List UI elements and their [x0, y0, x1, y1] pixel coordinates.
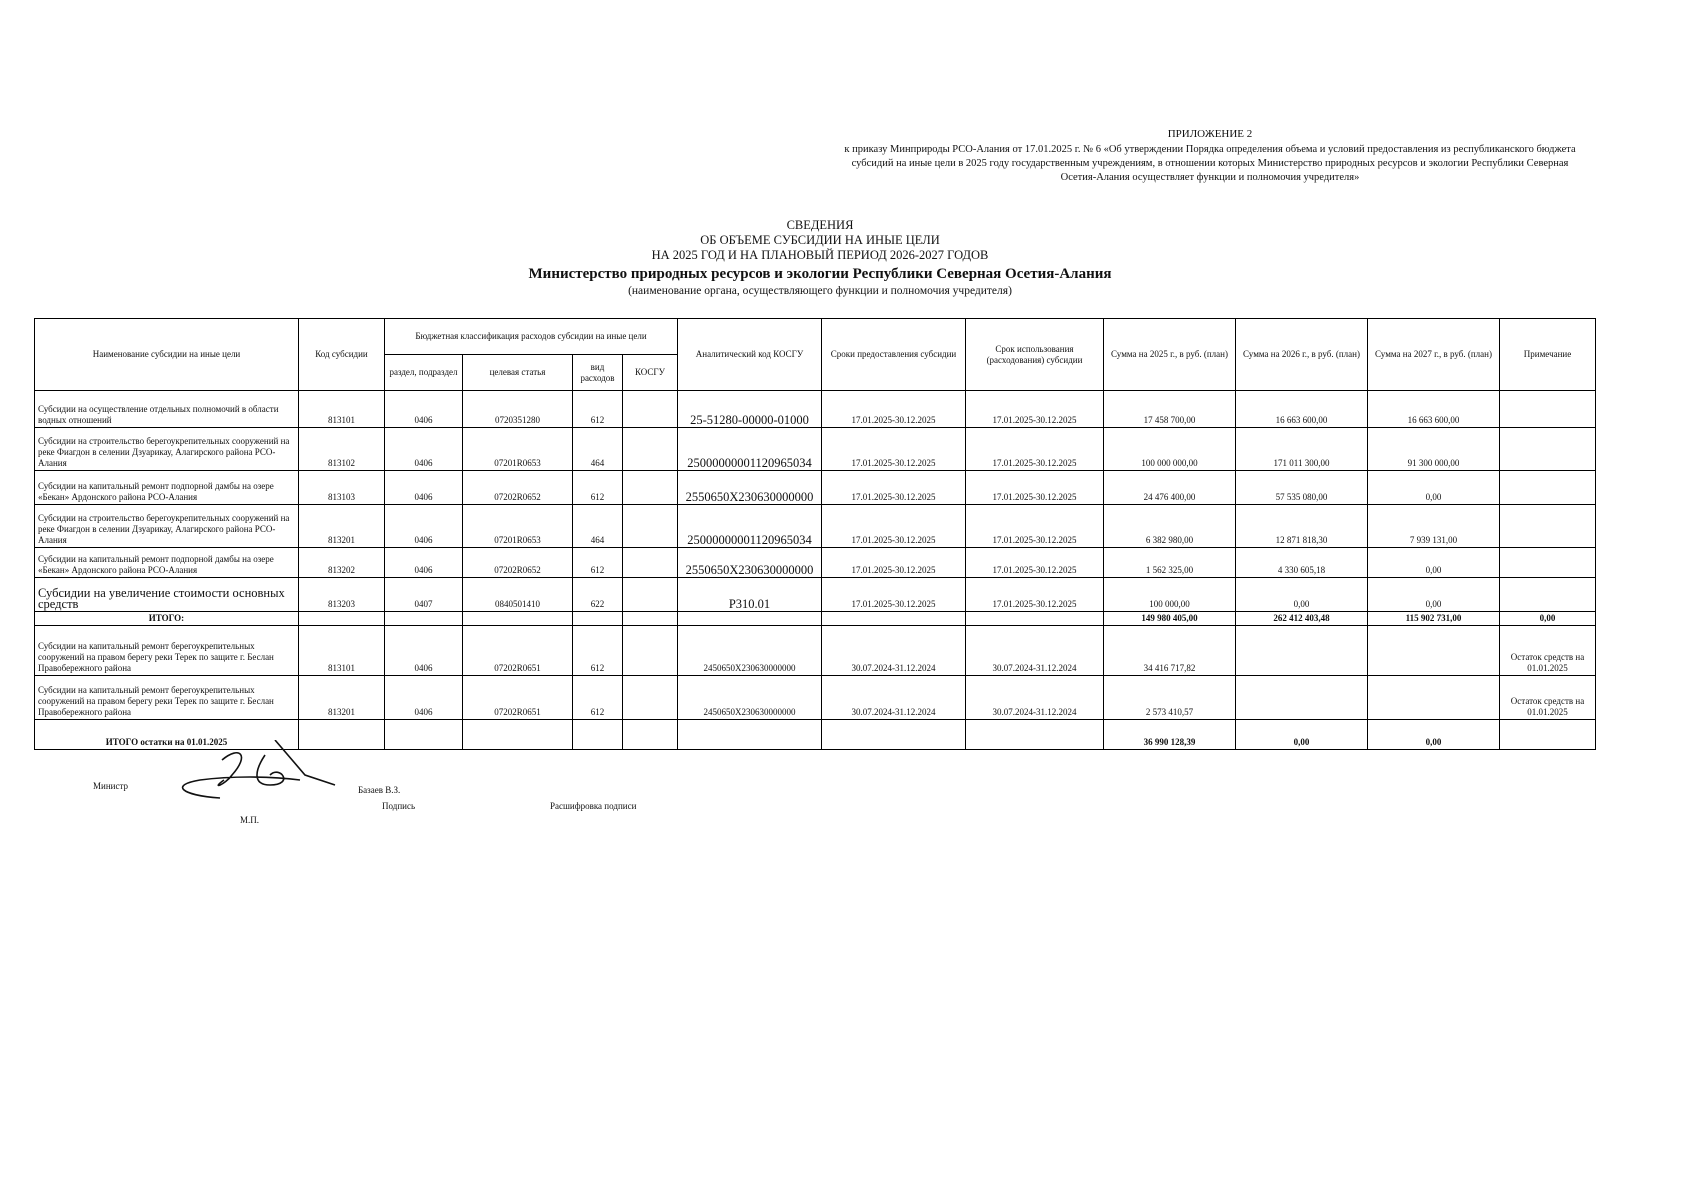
total-sum-2025: 36 990 128,39: [1104, 720, 1236, 750]
cell-analytic: Р310.01: [678, 578, 822, 612]
cell-exp-type: 464: [573, 505, 623, 548]
cell-section: 0406: [385, 391, 463, 428]
cell-note: Остаток средств на 01.01.2025: [1500, 676, 1596, 720]
cell-analytic: 2450650X230630000000: [678, 626, 822, 676]
empty-cell: [822, 612, 966, 626]
header-analytic: Аналитический код КОСГУ: [678, 319, 822, 391]
cell-kosgu: [623, 428, 678, 471]
signer-position: Министр: [93, 781, 128, 791]
cell-sum-2025: 24 476 400,00: [1104, 471, 1236, 505]
cell-section: 0406: [385, 428, 463, 471]
cell-use-period: 17.01.2025-30.12.2025: [966, 471, 1104, 505]
empty-cell: [385, 720, 463, 750]
cell-name: Субсидии на строительство берегоукрепительных сооружений на реке Фиагдон в селении Дзуарикау, Алагирского района РСО-Алания: [35, 505, 299, 548]
cell-sum-2026: 12 871 818,30: [1236, 505, 1368, 548]
header-budget-class: Бюджетная классификация расходов субсидии на иные цели: [385, 319, 678, 355]
header-kosgu: КОСГУ: [623, 355, 678, 391]
header-target: целевая статья: [463, 355, 573, 391]
cell-note: [1500, 391, 1596, 428]
cell-analytic: 2450650X230630000000: [678, 676, 822, 720]
cell-sum-2027: 0,00: [1368, 471, 1500, 505]
cell-use-period: 17.01.2025-30.12.2025: [966, 428, 1104, 471]
header-note: Примечание: [1500, 319, 1596, 391]
table-row: [35, 578, 1596, 612]
empty-cell: [678, 720, 822, 750]
cell-code: 813103: [299, 471, 385, 505]
appendix-title: ПРИЛОЖЕНИЕ 2: [1167, 128, 1253, 140]
cell-sum-2025: 100 000,00: [1104, 578, 1236, 612]
table-row: [35, 428, 1596, 471]
cell-kosgu: [623, 578, 678, 612]
cell-exp-type: 612: [573, 471, 623, 505]
signature-image: [160, 740, 360, 810]
cell-exp-type: 622: [573, 578, 623, 612]
empty-cell: [623, 720, 678, 750]
cell-name: Субсидии на капитальный ремонт подпорной дамбы на озере «Бекан» Ардонского района РСО-Алания: [35, 471, 299, 505]
header-code: Код субсидии: [299, 319, 385, 391]
cell-section: 0406: [385, 505, 463, 548]
empty-cell: [463, 720, 573, 750]
cell-sum-2025: 34 416 717,82: [1104, 626, 1236, 676]
cell-sum-2026: 4 330 605,18: [1236, 548, 1368, 578]
cell-section: 0406: [385, 626, 463, 676]
cell-exp-type: 464: [573, 428, 623, 471]
cell-target: 07202R0652: [463, 548, 573, 578]
cell-code: 813201: [299, 505, 385, 548]
cell-terms: 30.07.2024-31.12.2024: [822, 676, 966, 720]
organization-name: Министерство природных ресурсов и экологии Республики Северная Осетия-Алания: [528, 266, 1112, 282]
cell-code: 813203: [299, 578, 385, 612]
cell-sum-2025: 17 458 700,00: [1104, 391, 1236, 428]
cell-sum-2027: [1368, 676, 1500, 720]
cell-kosgu: [623, 676, 678, 720]
cell-target: 07202R0652: [463, 471, 573, 505]
empty-cell: [822, 720, 966, 750]
cell-name: Субсидии на осуществление отдельных полномочий в области водных отношений: [35, 391, 299, 428]
table-row: [35, 548, 1596, 578]
empty-cell: [463, 612, 573, 626]
cell-name: Субсидии на строительство берегоукрепительных сооружений на реке Фиагдон в селении Дзуарикау, Алагирского района РСО-Алания: [35, 428, 299, 471]
cell-name: Субсидии на капитальный ремонт подпорной дамбы на озере «Бекан» Ардонского района РСО-Алания: [35, 548, 299, 578]
total-label: ИТОГО:: [35, 612, 299, 626]
cell-use-period: 17.01.2025-30.12.2025: [966, 548, 1104, 578]
table-row: [35, 391, 1596, 428]
cell-analytic: 25-51280-00000-01000: [678, 391, 822, 428]
cell-exp-type: 612: [573, 626, 623, 676]
cell-code: 813101: [299, 391, 385, 428]
total-sum-2027: 0,00: [1368, 720, 1500, 750]
table-row: [35, 626, 1596, 676]
cell-sum-2027: 16 663 600,00: [1368, 391, 1500, 428]
cell-terms: 30.07.2024-31.12.2024: [822, 626, 966, 676]
cell-target: 07202R0651: [463, 676, 573, 720]
header-name: Наименование субсидии на иные цели: [35, 319, 299, 391]
cell-section: 0406: [385, 548, 463, 578]
cell-name: Субсидии на капитальный ремонт берегоукрепительных сооружений на правом берегу реки Терек по защите г. Беслан Правобережного района: [35, 626, 299, 676]
cell-sum-2025: 1 562 325,00: [1104, 548, 1236, 578]
empty-cell: [623, 612, 678, 626]
cell-analytic: 2550650X230630000000: [678, 548, 822, 578]
signer-name: Базаев В.З.: [358, 785, 401, 795]
cell-use-period: 17.01.2025-30.12.2025: [966, 578, 1104, 612]
empty-cell: [573, 720, 623, 750]
cell-sum-2027: 7 939 131,00: [1368, 505, 1500, 548]
cell-analytic: 25000000001120965034: [678, 428, 822, 471]
total-label: ИТОГО остатки на 01.01.2025: [35, 720, 299, 750]
stamp-place: М.П.: [240, 815, 260, 825]
cell-sum-2027: 0,00: [1368, 548, 1500, 578]
cell-exp-type: 612: [573, 391, 623, 428]
cell-sum-2026: 57 535 080,00: [1236, 471, 1368, 505]
cell-use-period: 30.07.2024-31.12.2024: [966, 626, 1104, 676]
cell-note: [1500, 428, 1596, 471]
appendix-text: к приказу Минприроды РСО-Алания от 17.01.2025 г. № 6 «Об утверждении Порядка определения объема и условий предоставления из республиканского бюджета субсидий на иные цели в 2025 году государственным учреждениям, в отношении которых Министерство природных ресурсов и экологии Республики Северная Осетия-Алания осуществляет функции и полномочия учредителя»: [844, 144, 1576, 183]
cell-sum-2026: 171 011 300,00: [1236, 428, 1368, 471]
total-note: 0,00: [1500, 612, 1596, 626]
cell-sum-2027: 91 300 000,00: [1368, 428, 1500, 471]
cell-sum-2025: 100 000 000,00: [1104, 428, 1236, 471]
total-sum-2026: 262 412 403,48: [1236, 612, 1368, 626]
empty-cell: [966, 612, 1104, 626]
header-terms: Сроки предоставления субсидии: [822, 319, 966, 391]
cell-sum-2026: [1236, 626, 1368, 676]
cell-sum-2025: 2 573 410,57: [1104, 676, 1236, 720]
cell-terms: 17.01.2025-30.12.2025: [822, 391, 966, 428]
empty-cell: [678, 612, 822, 626]
cell-exp-type: 612: [573, 676, 623, 720]
cell-kosgu: [623, 391, 678, 428]
header-use-period: Срок использования (расходования) субсидии: [966, 319, 1104, 391]
total-sum-2025: 149 980 405,00: [1104, 612, 1236, 626]
cell-target: 07202R0651: [463, 626, 573, 676]
empty-cell: [966, 720, 1104, 750]
cell-kosgu: [623, 626, 678, 676]
total-sum-2027: 115 902 731,00: [1368, 612, 1500, 626]
cell-note: Остаток средств на 01.01.2025: [1500, 626, 1596, 676]
cell-target: 0720351280: [463, 391, 573, 428]
cell-sum-2027: 0,00: [1368, 578, 1500, 612]
cell-code: 813202: [299, 548, 385, 578]
cell-name: Субсидии на увеличение стоимости основных средств: [35, 578, 299, 612]
total-sum-2026: 0,00: [1236, 720, 1368, 750]
empty-cell: [573, 612, 623, 626]
header-sum-2025: Сумма на 2025 г., в руб. (план): [1104, 319, 1236, 391]
cell-analytic: 25000000001120965034: [678, 505, 822, 548]
cell-kosgu: [623, 548, 678, 578]
header-sum-2026: Сумма на 2026 г., в руб. (план): [1236, 319, 1368, 391]
cell-target: 07201R0653: [463, 428, 573, 471]
cell-use-period: 17.01.2025-30.12.2025: [966, 391, 1104, 428]
cell-code: 813201: [299, 676, 385, 720]
heading-line-1: СВЕДЕНИЯ: [786, 218, 854, 232]
cell-terms: 17.01.2025-30.12.2025: [822, 578, 966, 612]
cell-section: 0406: [385, 471, 463, 505]
header-section: раздел, подраздел: [385, 355, 463, 391]
cell-kosgu: [623, 471, 678, 505]
table-row: [35, 676, 1596, 720]
empty-cell: [385, 612, 463, 626]
cell-terms: 17.01.2025-30.12.2025: [822, 471, 966, 505]
decode-caption: Расшифровка подписи: [550, 801, 637, 811]
table-row: [35, 471, 1596, 505]
cell-note: [1500, 471, 1596, 505]
header-sum-2027: Сумма на 2027 г., в руб. (план): [1368, 319, 1500, 391]
header-exp-type: вид расходов: [573, 355, 623, 391]
cell-sum-2026: 0,00: [1236, 578, 1368, 612]
document-heading: [420, 218, 1220, 298]
cell-section: 0406: [385, 676, 463, 720]
heading-line-3: НА 2025 ГОД И НА ПЛАНОВЫЙ ПЕРИОД 2026-2027 ГОДОВ: [651, 248, 989, 262]
cell-note: [1500, 578, 1596, 612]
cell-section: 0407: [385, 578, 463, 612]
cell-sum-2026: [1236, 676, 1368, 720]
cell-terms: 17.01.2025-30.12.2025: [822, 428, 966, 471]
cell-target: 07201R0653: [463, 505, 573, 548]
cell-sum-2027: [1368, 626, 1500, 676]
cell-code: 813101: [299, 626, 385, 676]
table-row: [35, 505, 1596, 548]
cell-target: 0840501410: [463, 578, 573, 612]
cell-kosgu: [623, 505, 678, 548]
cell-terms: 17.01.2025-30.12.2025: [822, 505, 966, 548]
cell-terms: 17.01.2025-30.12.2025: [822, 548, 966, 578]
cell-note: [1500, 505, 1596, 548]
heading-line-2: ОБ ОБЪЕМЕ СУБСИДИИ НА ИНЫЕ ЦЕЛИ: [700, 233, 940, 247]
cell-code: 813102: [299, 428, 385, 471]
cell-sum-2026: 16 663 600,00: [1236, 391, 1368, 428]
cell-sum-2025: 6 382 980,00: [1104, 505, 1236, 548]
empty-cell: [299, 612, 385, 626]
appendix-block: [840, 127, 1580, 185]
subsidy-table: [34, 318, 1596, 750]
cell-note: [1500, 548, 1596, 578]
total-row: [35, 612, 1596, 626]
total-note: [1500, 720, 1596, 750]
cell-use-period: 17.01.2025-30.12.2025: [966, 505, 1104, 548]
cell-exp-type: 612: [573, 548, 623, 578]
cell-use-period: 30.07.2024-31.12.2024: [966, 676, 1104, 720]
cell-analytic: 2550650X230630000000: [678, 471, 822, 505]
cell-name: Субсидии на капитальный ремонт берегоукрепительных сооружений на правом берегу реки Терек по защите г. Беслан Правобережного района: [35, 676, 299, 720]
organization-note: (наименование органа, осуществляющего функции и полномочия учредителя): [628, 285, 1012, 297]
signature-caption: Подпись: [382, 801, 416, 811]
